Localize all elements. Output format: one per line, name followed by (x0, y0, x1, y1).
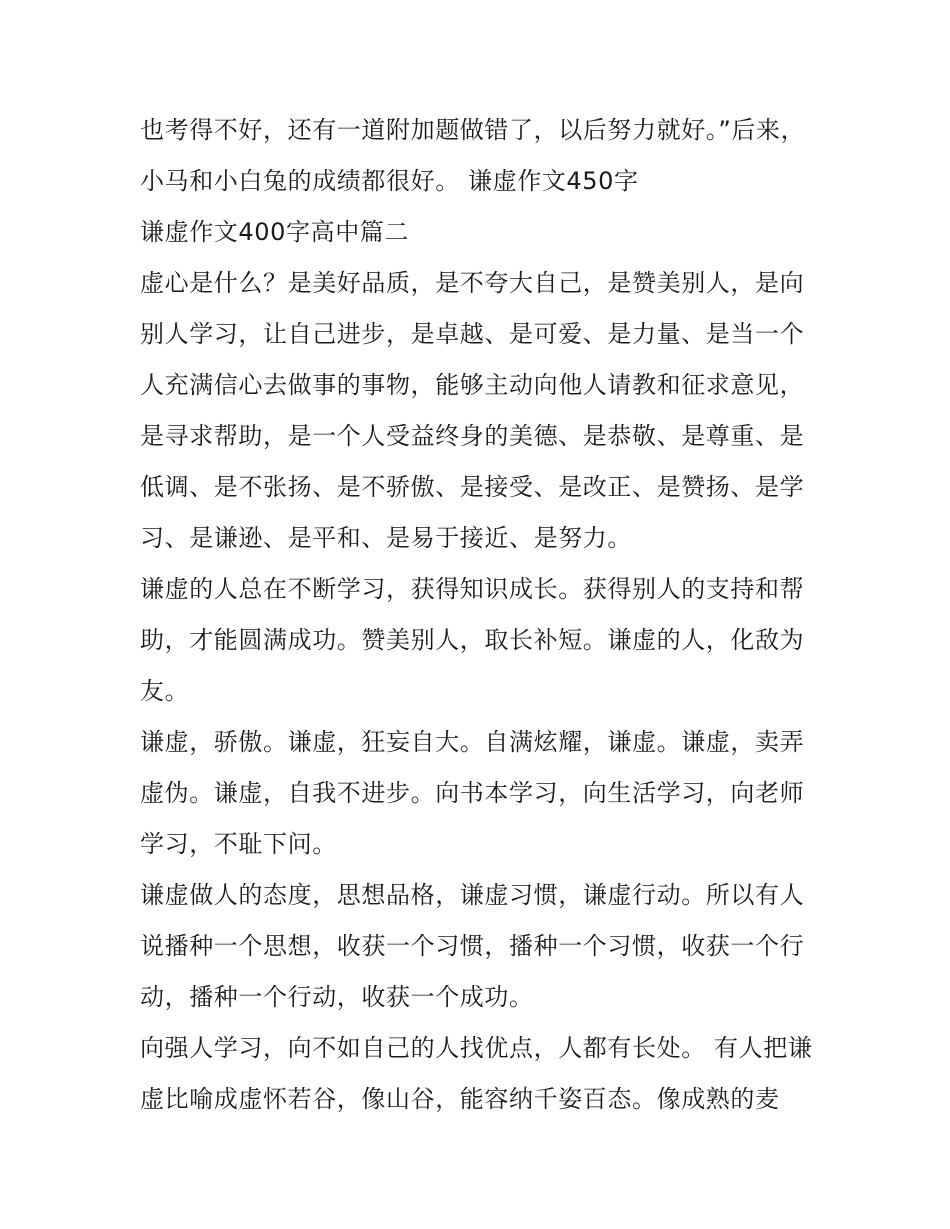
section-heading: 谦虚作文400字高中篇二 (140, 218, 410, 246)
paragraph-humility-vs-arrogance: 谦虚，骄傲。谦虚，狂妄自大。自满炫耀，谦虚。谦虚，卖弄虚伪。谦虚，自我不进步。向书本学习，向生活学习，向老师学习，不耻下问。 (140, 728, 805, 858)
paragraph-humility-attitude: 谦虚做人的态度，思想品格，谦虚习惯，谦虚行动。所以有人说播种一个思想，收获一个习惯，播种一个习惯，收获一个行动，播种一个行动，收获一个成功。 (140, 881, 805, 1011)
document-body (140, 105, 820, 1125)
paragraph-humility-definition: 虚心是什么？是美好品质，是不夸大自己，是赞美别人，是向别人学习，让自己进步，是卓越、是可爱、是力量、是当一个人充满信心去做事的事物，能够主动向他人请教和征求意见，是寻求帮助，是一个人受益终身的美德、是恭敬、是尊重、是低调、是不张扬、是不骄傲、是接受、是改正、是赞扬、是学习、是谦逊、是平和、是易于接近、是努力。 (140, 269, 805, 552)
paragraph-continuation: 也考得不好，还有一道附加题做错了，以后努力就好。”后来，小马和小白兔的成绩都很好。 谦虚作文450字 (140, 116, 806, 195)
paragraph-learn-from-others: 向强人学习，向不如自己的人找优点，人都有长处。 有人把谦虚比喻成虚怀若谷，像山谷，能容纳千姿百态。像成熟的麦 (140, 1034, 813, 1113)
paragraph-humble-people: 谦虚的人总在不断学习，获得知识成长。获得别人的支持和帮助，才能圆满成功。赞美别人，取长补短。谦虚的人，化敌为友。 (140, 575, 805, 705)
